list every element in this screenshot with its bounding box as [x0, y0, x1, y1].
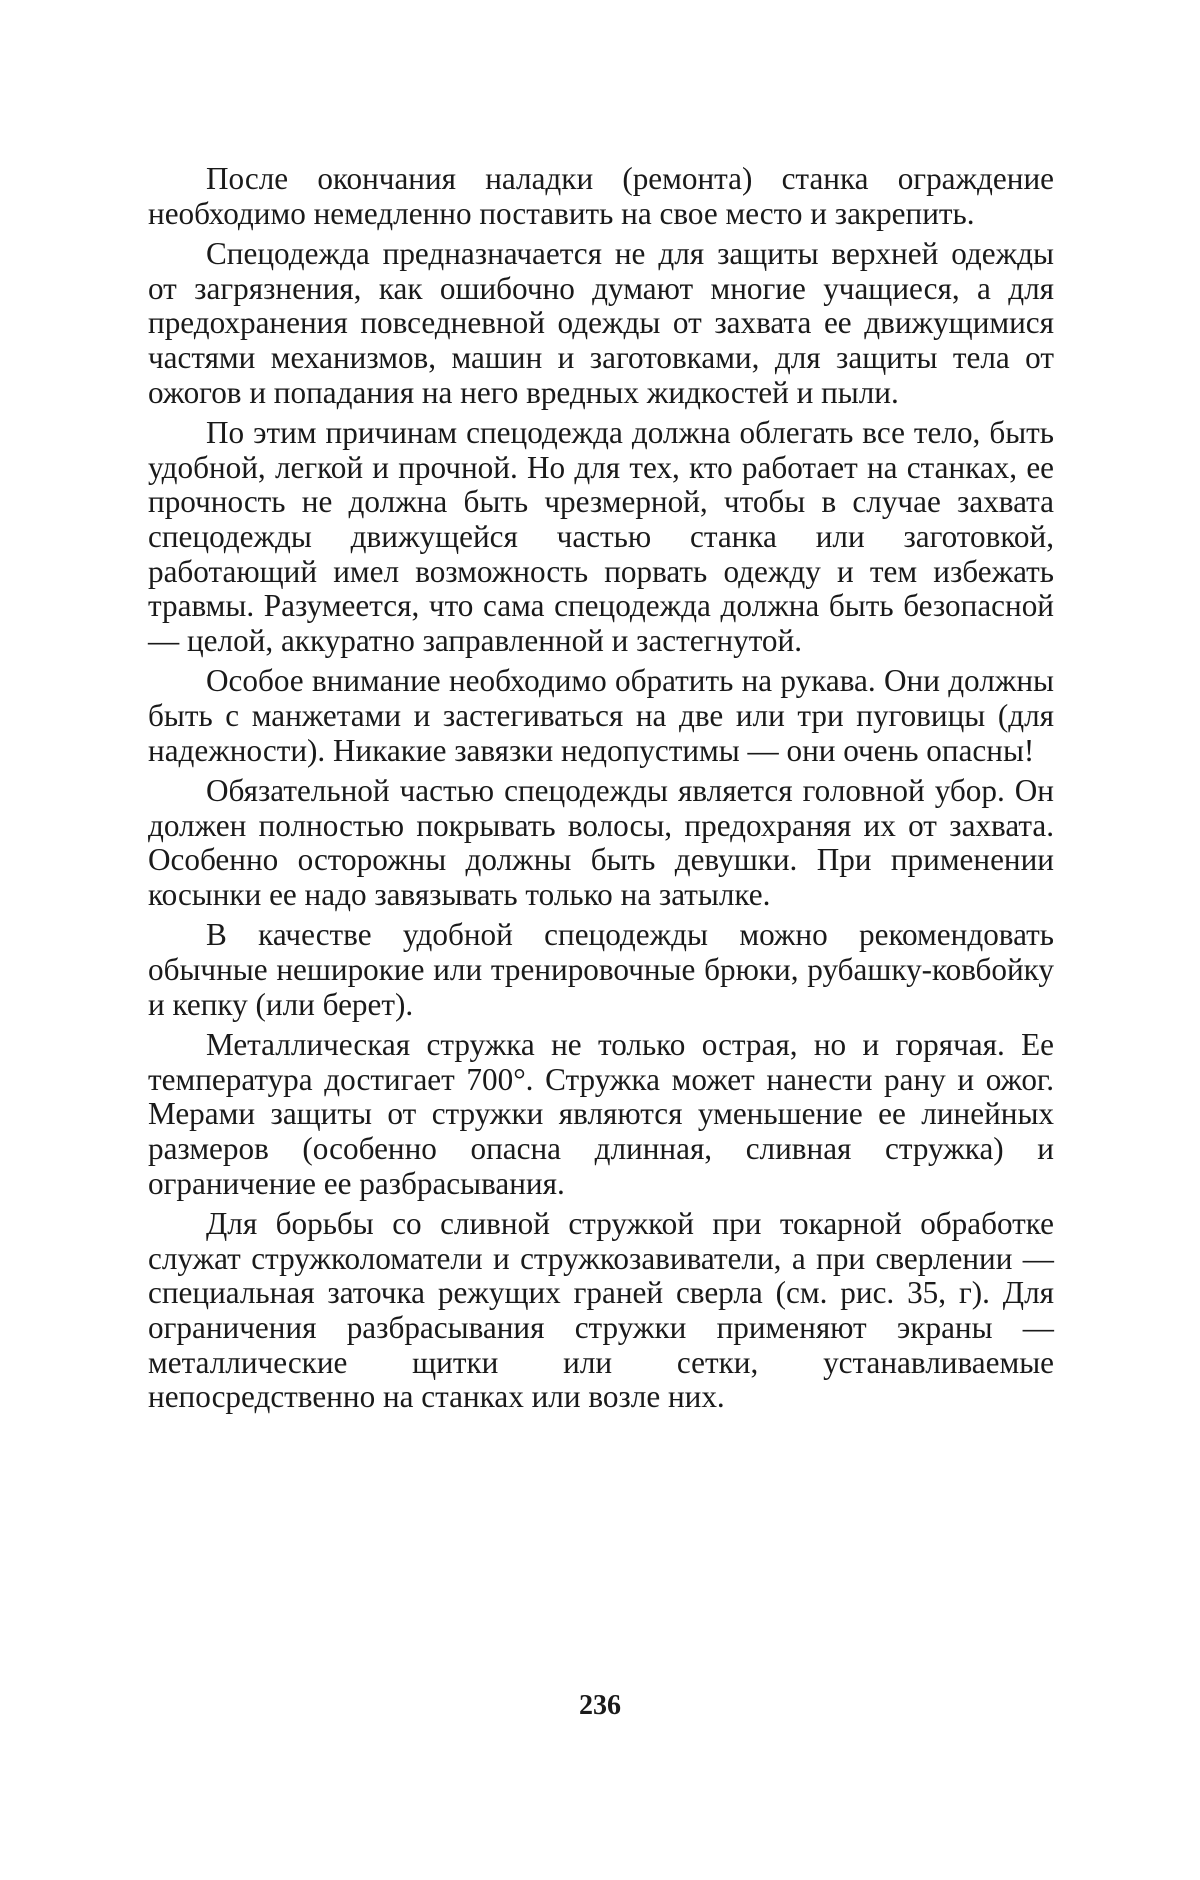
- page-body: [148, 162, 1054, 1421]
- paragraph-chip-control: Для борьбы со сливной стружкой при токарной обработке служат стружколоматели и стружкозавиватели, а при сверлении — специальная заточка режущих граней сверла (см. рис. 35, г). Для ограничения разбрасывания стружки применяют экраны — металлические щитки или сетки, устанавливаемые непосредственно на станках или возле них.: [148, 1206, 1054, 1415]
- paragraph-headwear: Обязательной частью спецодежды является головной убор. Он должен полностью покрывать волосы, предохраняя их от захвата. Особенно осторожны должны быть девушки. При применении косынки ее надо завязывать только на затылке.: [148, 773, 1054, 912]
- paragraph-recommended-clothing: В качестве удобной спецодежды можно рекомендовать обычные неширокие или тренировочные брюки, рубашку-ковбойку и кепку (или берет).: [148, 917, 1054, 1022]
- paragraph-sleeves: Особое внимание необходимо обратить на рукава. Они должны быть с манжетами и застегиваться на две или три пуговицы (для надежности). Никакие завязки недопустимы — они очень опасны!: [148, 663, 1054, 768]
- paragraph-metal-chips: Металлическая стружка не только острая, но и горячая. Ее температура достигает 700°. Стружка может нанести рану и ожог. Мерами защиты от стружки являются уменьшение ее линейных размеров (особенно опасна длинная, сливная стружка) и ограничение ее разбрасывания.: [148, 1027, 1054, 1201]
- page-number: 236: [579, 1690, 621, 1721]
- paragraph-workwear-purpose: Спецодежда предназначается не для защиты верхней одежды от загрязнения, как ошибочно думают многие учащиеся, а для предохранения повседневной одежды от захвата ее движущимися частями механизмов, машин и заготовками, для защиты тела от ожогов и попадания на него вредных жидкостей и пыли.: [148, 236, 1054, 410]
- paragraph-guard-reinstall: После окончания наладки (ремонта) станка ограждение необходимо немедленно поставить на свое место и закрепить.: [148, 161, 1054, 231]
- paragraph-workwear-fit: По этим причинам спецодежда должна облегать все тело, быть удобной, легкой и прочной. Но для тех, кто работает на станках, ее прочность не должна быть чрезмерной, чтобы в случае захвата спецодежды движущейся частью станка или заготовкой, работающий имел возможность порвать одежду и тем избежать травмы. Разумеется, что сама спецодежда должна быть безопасной — целой, аккуратно заправленной и застегнутой.: [148, 415, 1054, 658]
